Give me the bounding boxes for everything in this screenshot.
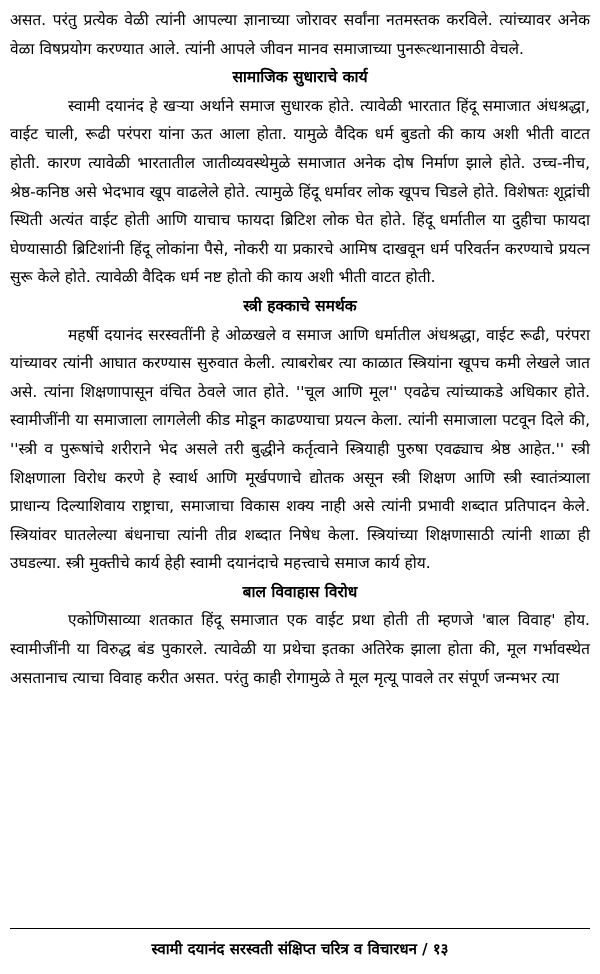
page-footer: स्वामी दयानंद सरस्वती संक्षिप्त चरित्र व विचारधन / १३ bbox=[151, 940, 449, 958]
paragraph-child-marriage: एकोणिसाव्या शतकात हिंदू समाजात एक वाईट प्रथा होती ती म्हणजे 'बाल विवाह' होय. स्वामीजींनी या विरुद्ध बंड पुकारले. त्यावेळी या प्रथेचा इतका अतिरेक झाला होता की, मूल गर्भावस्थेत असतानाच त्याचा विवाह करीत असत. परंतु काही रोगामुळे ते मूल मृत्यू पावले तर संपूर्ण जन्मभर त्या bbox=[10, 611, 590, 687]
paragraph-social-reform: स्वामी दयानंद हे खऱ्या अर्थाने समाज सुधारक होते. त्यावेळी भारतात हिंदू समाजात अंधश्रद्धा, वाईट चाली, रूढी परंपरा यांना ऊत आला होता. यामुळे वैदिक धर्म बुडतो की काय अशी भीती वाटत होती. कारण त्यावेळी भारतातील जातीव्यवस्थेमुळे समाजात अनेक दोष निर्माण झाले होते. उच्च-नीच, श्रेष्ठ-कनिष्ठ असे भेदभाव खूप वाढलेले होते. त्यामुळे हिंदू धर्मावर लोक खूपच चिडले होते. विशेषतः शूद्रांची स्थिती अत्यंत वाईट होती आणि याचाच फायदा ब्रिटिश लोक घेत होते. हिंदू धर्मातील या दुहीचा फायदा घेण्यासाठी ब्रिटिशांनी हिंदू लोकांना पैसे, नोकरी या प्रकारचे आमिष दाखवून धर्म परिवर्तन करण्याचे प्रयत्न सुरू केले होते. त्यावेळी वैदिक धर्म नष्ट होतो की काय अशी भीती वाटत होती. bbox=[10, 96, 590, 287]
paragraph-women-rights: महर्षी दयानंद सरस्वतींनी हे ओळखले व समाज आणि धर्मातील अंधश्रद्धा, वाईट रूढी, परंपरा यांच्यावर त्यांनी आघात करण्यास सुरुवात केली. त्याबरोबर त्या काळात स्त्रियांना खूपच कमी लेखले जात असे. त्यांना शिक्षणापासून वंचित ठेवले जात होते. ''चूल आणि मूल'' एवढेच त्यांच्याकडे अधिकार होते. स्वामीजींनी या समाजाला लागलेली कीड मोडून काढण्याचा प्रयत्न केला. त्यांनी समाजाला पटवून दिले की, ''स्त्री व पुरूषांचे शरीराने भेद असले तरी बुद्धीने कर्तृत्वाने स्त्रियाही पुरुषा एवढ्याच श्रेष्ठ आहेत.'' स्त्री शिक्षणाला विरोध करणे हे स्वार्थ आणि मूर्खपणाचे द्योतक असून स्त्री शिक्षण आणि स्त्री स्वातंत्र्याला प्राधान्य दिल्याशिवाय राष्ट्राचा, समाजाचा विकास शक्य नाही असे त्यांनी प्रभावी शब्दात प्रतिपादन केले. स्त्रियांवर घातलेल्या बंधनाचा त्यांनी तीव्र शब्दात निषेध केला. स्त्रियांच्या शिक्षणासाठी त्यांनी शाळा ही उघडल्या. स्त्री मुक्तीचे कार्य हेही स्वामी दयानंदाचे महत्त्वाचे समाज कार्य होय. bbox=[10, 325, 590, 573]
heading-child-marriage: बाल विवाहास विरोध bbox=[242, 582, 358, 601]
footer-divider bbox=[10, 928, 590, 929]
document-page bbox=[10, 6, 590, 968]
paragraph-intro: असत. परंतु प्रत्येक वेळी त्यांनी आपल्या ज्ञानाच्या जोरावर सर्वांना नतमस्तक करविले. त्यांच्यावर अनेक वेळा विषप्रयोग करण्यात आले. त्यांनी आपले जीवन मानव समाजाच्या पुनरूत्थानासाठी वेचले. bbox=[10, 11, 590, 58]
heading-women-rights: स्त्री हक्काचे समर्थक bbox=[243, 296, 357, 315]
heading-social-reform: सामाजिक सुधाराचे कार्य bbox=[232, 68, 368, 87]
